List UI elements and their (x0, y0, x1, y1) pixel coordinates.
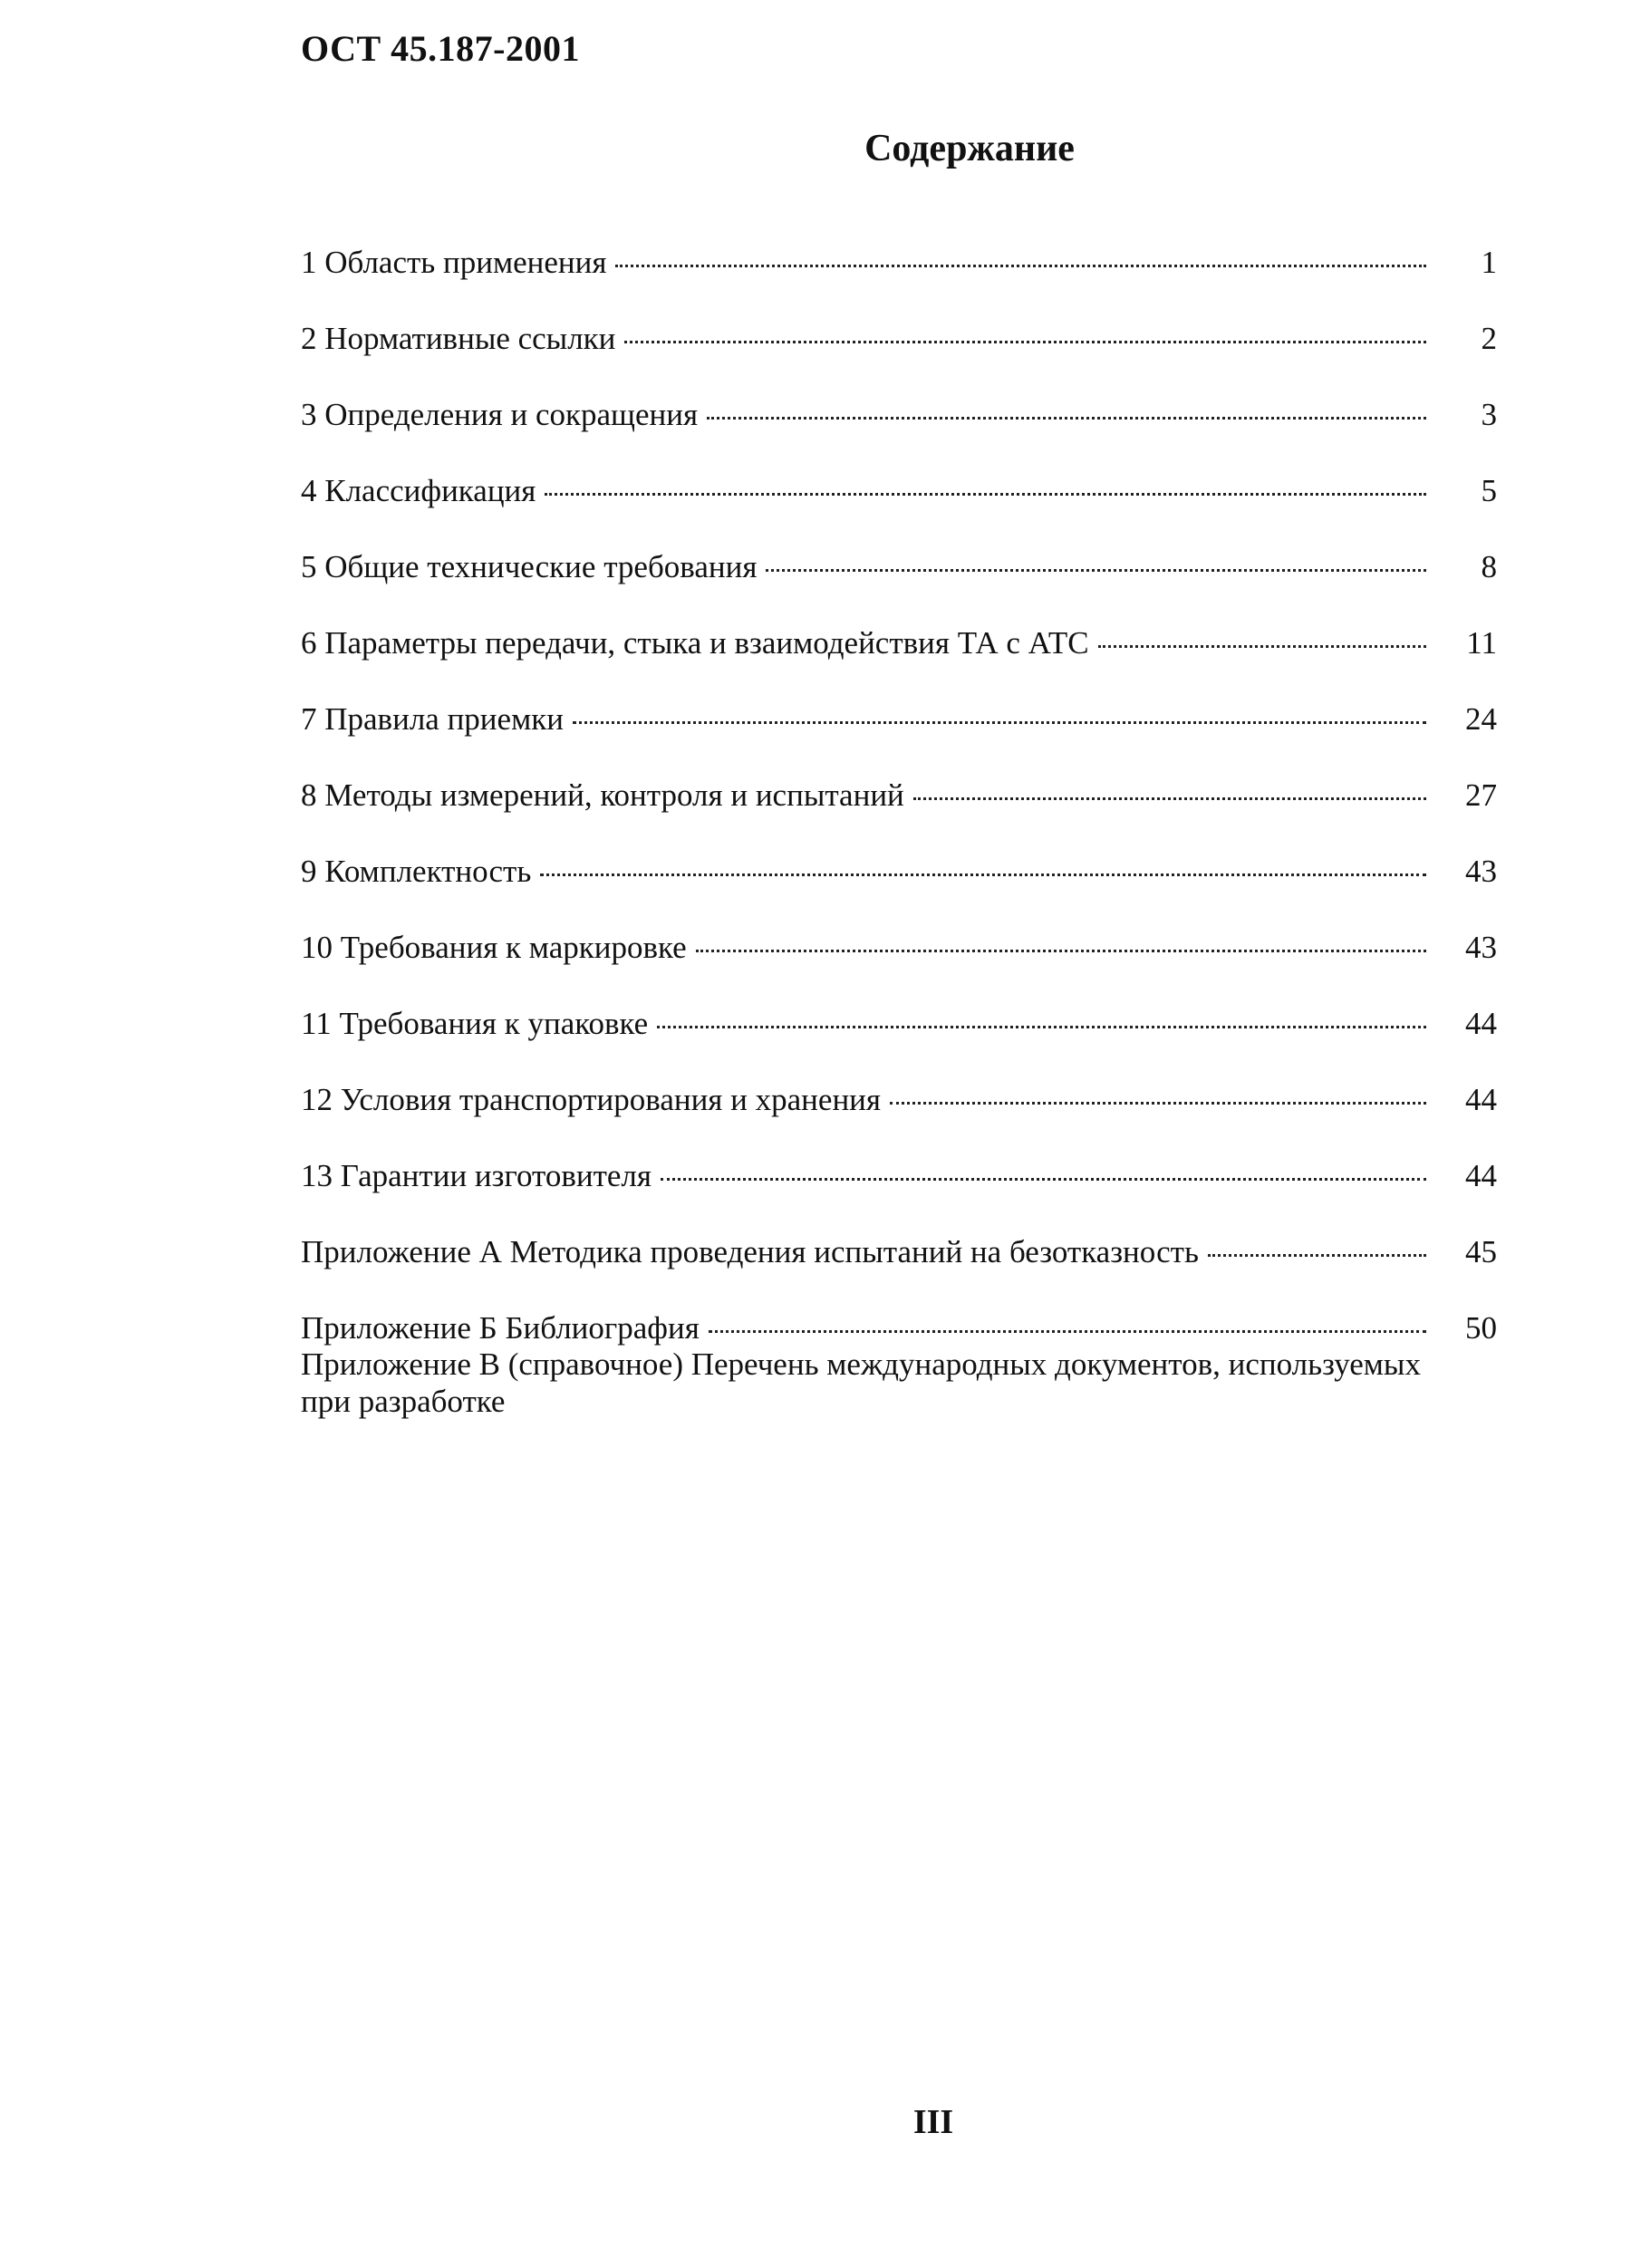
toc-leader-dots (709, 1330, 1426, 1333)
toc-leader-dots (615, 265, 1426, 267)
toc-item-label: Приложение А Методика проведения испытаний на безотказность (301, 1234, 1199, 1269)
toc-item (301, 777, 1497, 854)
page-number: III (912, 2103, 954, 2141)
toc-item-label: 3 Определения и сокращения (301, 397, 699, 432)
toc-item-line (301, 1310, 1497, 1346)
toc-item-page: 24 (1465, 701, 1497, 737)
toc-item-page: 50 (1465, 1310, 1497, 1346)
toc-leader-dots (573, 721, 1426, 724)
table-of-contents (301, 245, 1497, 1420)
toc-item-label: 6 Параметры передачи, стыка и взаимодействия ТА с АТС (301, 625, 1089, 661)
toc-item-page: 44 (1465, 1082, 1497, 1117)
toc-item-label: 10 Требования к маркировке (301, 930, 687, 965)
toc-leader-dots (696, 950, 1426, 952)
toc-item-page: 5 (1481, 473, 1497, 508)
toc-item-page: 2 (1481, 321, 1497, 356)
toc-item-page: 44 (1465, 1006, 1497, 1041)
toc-item-label: 7 Правила приемки (301, 701, 564, 737)
toc-item (301, 473, 1497, 549)
toc-appendix-v: Приложение В (справочное) Перечень международных документов, используемых при разработке (301, 1346, 1421, 1419)
toc-leader-dots (545, 493, 1426, 496)
toc-item-label: 8 Методы измерений, контроля и испытаний (301, 777, 904, 813)
toc-item (301, 854, 1497, 930)
toc-item-label: 2 Нормативные ссылки (301, 321, 616, 356)
toc-title: Содержание (864, 128, 1075, 169)
toc-item-label: 11 Требования к упаковке (301, 1006, 649, 1041)
document-code: ОСТ 45.187-2001 (301, 28, 580, 69)
toc-item (301, 930, 1497, 1006)
toc-leader-dots (624, 341, 1426, 343)
toc-leader-dots (913, 797, 1426, 800)
toc-item-page: 44 (1465, 1158, 1497, 1193)
toc-item-page: 11 (1466, 625, 1497, 661)
toc-item (301, 1234, 1497, 1310)
toc-leader-dots (707, 417, 1426, 420)
toc-item-page: 8 (1481, 549, 1497, 584)
toc-item-label: 9 Комплектность (301, 854, 532, 889)
toc-leader-dots (890, 1102, 1426, 1105)
toc-item-page: 43 (1465, 854, 1497, 889)
toc-item-label: 12 Условия транспортирования и хранения (301, 1082, 881, 1117)
toc-item (301, 321, 1497, 397)
toc-item (301, 1082, 1497, 1158)
toc-item (301, 701, 1497, 777)
toc-item-page: 43 (1465, 930, 1497, 965)
toc-item-label: 4 Классификация (301, 473, 536, 508)
toc-item (301, 625, 1497, 701)
toc-item-label: Приложение Б Библиография (301, 1310, 700, 1346)
toc-item (301, 397, 1497, 473)
toc-item (301, 1310, 1497, 1420)
toc-leader-dots (1098, 645, 1426, 648)
toc-item (301, 1006, 1497, 1082)
toc-leader-dots (661, 1178, 1426, 1181)
toc-item-label: 13 Гарантии изготовителя (301, 1158, 652, 1193)
toc-item-label: 5 Общие технические требования (301, 549, 758, 584)
toc-item-page: 27 (1465, 777, 1497, 813)
toc-leader-dots (540, 873, 1426, 876)
toc-item (301, 549, 1497, 625)
toc-leader-dots (766, 569, 1426, 572)
toc-item-page: 1 (1481, 245, 1497, 280)
toc-item-page: 3 (1481, 397, 1497, 432)
toc-item (301, 245, 1497, 321)
toc-item (301, 1158, 1497, 1234)
toc-leader-dots (1208, 1254, 1426, 1257)
toc-item-page: 45 (1465, 1234, 1497, 1269)
toc-leader-dots (657, 1026, 1426, 1028)
toc-item-label: 1 Область применения (301, 245, 607, 280)
